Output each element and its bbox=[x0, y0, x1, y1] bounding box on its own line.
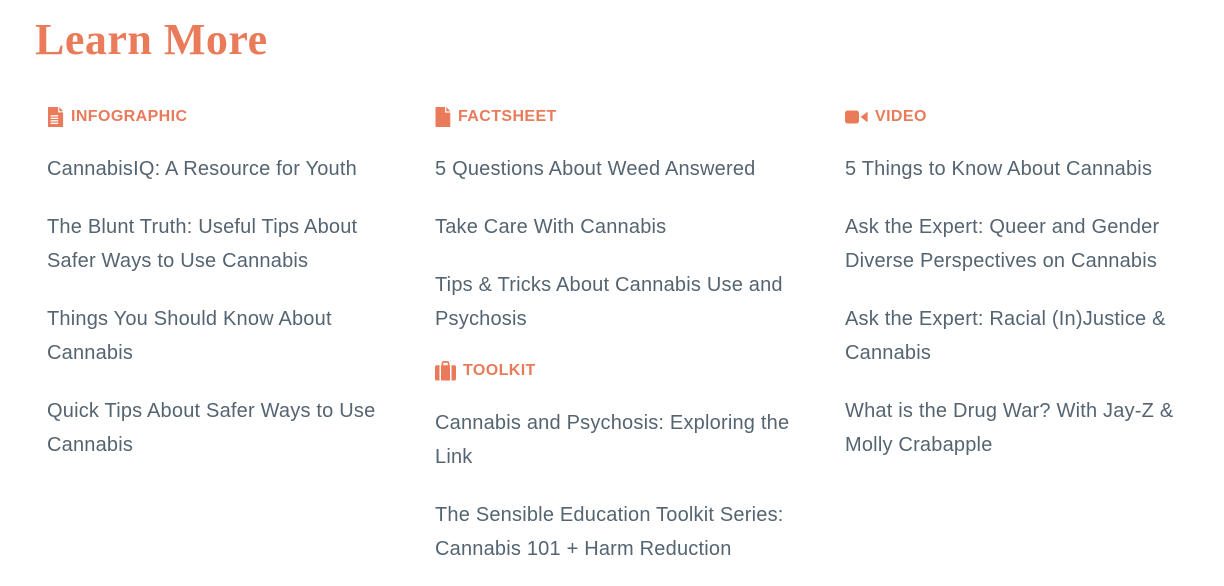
section-header-toolkit bbox=[435, 360, 793, 382]
link-item[interactable]: The Sensible Education Toolkit Series: Cannabis 101 + Harm Reduction bbox=[435, 504, 784, 560]
section-infographic bbox=[47, 106, 392, 462]
link-item[interactable]: 5 Things to Know About Cannabis bbox=[845, 158, 1153, 180]
section-header-infographic bbox=[47, 106, 392, 128]
column-video bbox=[845, 106, 1195, 586]
section-label-factsheet: FACTSHEET bbox=[458, 108, 557, 125]
link-item[interactable]: Tips & Tricks About Cannabis Use and Psychosis bbox=[435, 274, 783, 330]
link-item[interactable]: What is the Drug War? With Jay-Z & Molly Crabapple bbox=[845, 400, 1174, 456]
link-item[interactable]: Take Care With Cannabis bbox=[435, 216, 667, 238]
toolkit-briefcase-icon bbox=[435, 361, 456, 381]
section-toolkit bbox=[435, 360, 793, 566]
link-item[interactable]: 5 Questions About Weed Answered bbox=[435, 158, 756, 180]
factsheet-document-icon bbox=[435, 107, 451, 127]
link-item[interactable]: Quick Tips About Safer Ways to Use Cannabis bbox=[47, 400, 376, 456]
section-video bbox=[845, 106, 1195, 462]
section-label-video: VIDEO bbox=[875, 108, 927, 125]
link-item[interactable]: CannabisIQ: A Resource for Youth bbox=[47, 158, 357, 180]
section-label-infographic: INFOGRAPHIC bbox=[71, 108, 188, 125]
column-infographic bbox=[47, 106, 392, 586]
link-item[interactable]: Ask the Expert: Racial (In)Justice & Cannabis bbox=[845, 308, 1166, 364]
resource-columns bbox=[35, 106, 1224, 586]
section-label-toolkit: TOOLKIT bbox=[463, 362, 536, 379]
column-factsheet-toolkit bbox=[435, 106, 793, 586]
section-header-video bbox=[845, 106, 1195, 128]
section-factsheet bbox=[435, 106, 793, 336]
link-item[interactable]: The Blunt Truth: Useful Tips About Safer Ways to Use Cannabis bbox=[47, 216, 358, 272]
link-item[interactable]: Ask the Expert: Queer and Gender Diverse Perspectives on Cannabis bbox=[845, 216, 1160, 272]
page-title: Learn More bbox=[35, 15, 268, 64]
link-item[interactable]: Things You Should Know About Cannabis bbox=[47, 308, 332, 364]
infographic-document-icon bbox=[47, 107, 64, 127]
section-header-factsheet bbox=[435, 106, 793, 128]
link-item[interactable]: Cannabis and Psychosis: Exploring the Link bbox=[435, 412, 790, 468]
video-camera-icon bbox=[845, 109, 868, 125]
